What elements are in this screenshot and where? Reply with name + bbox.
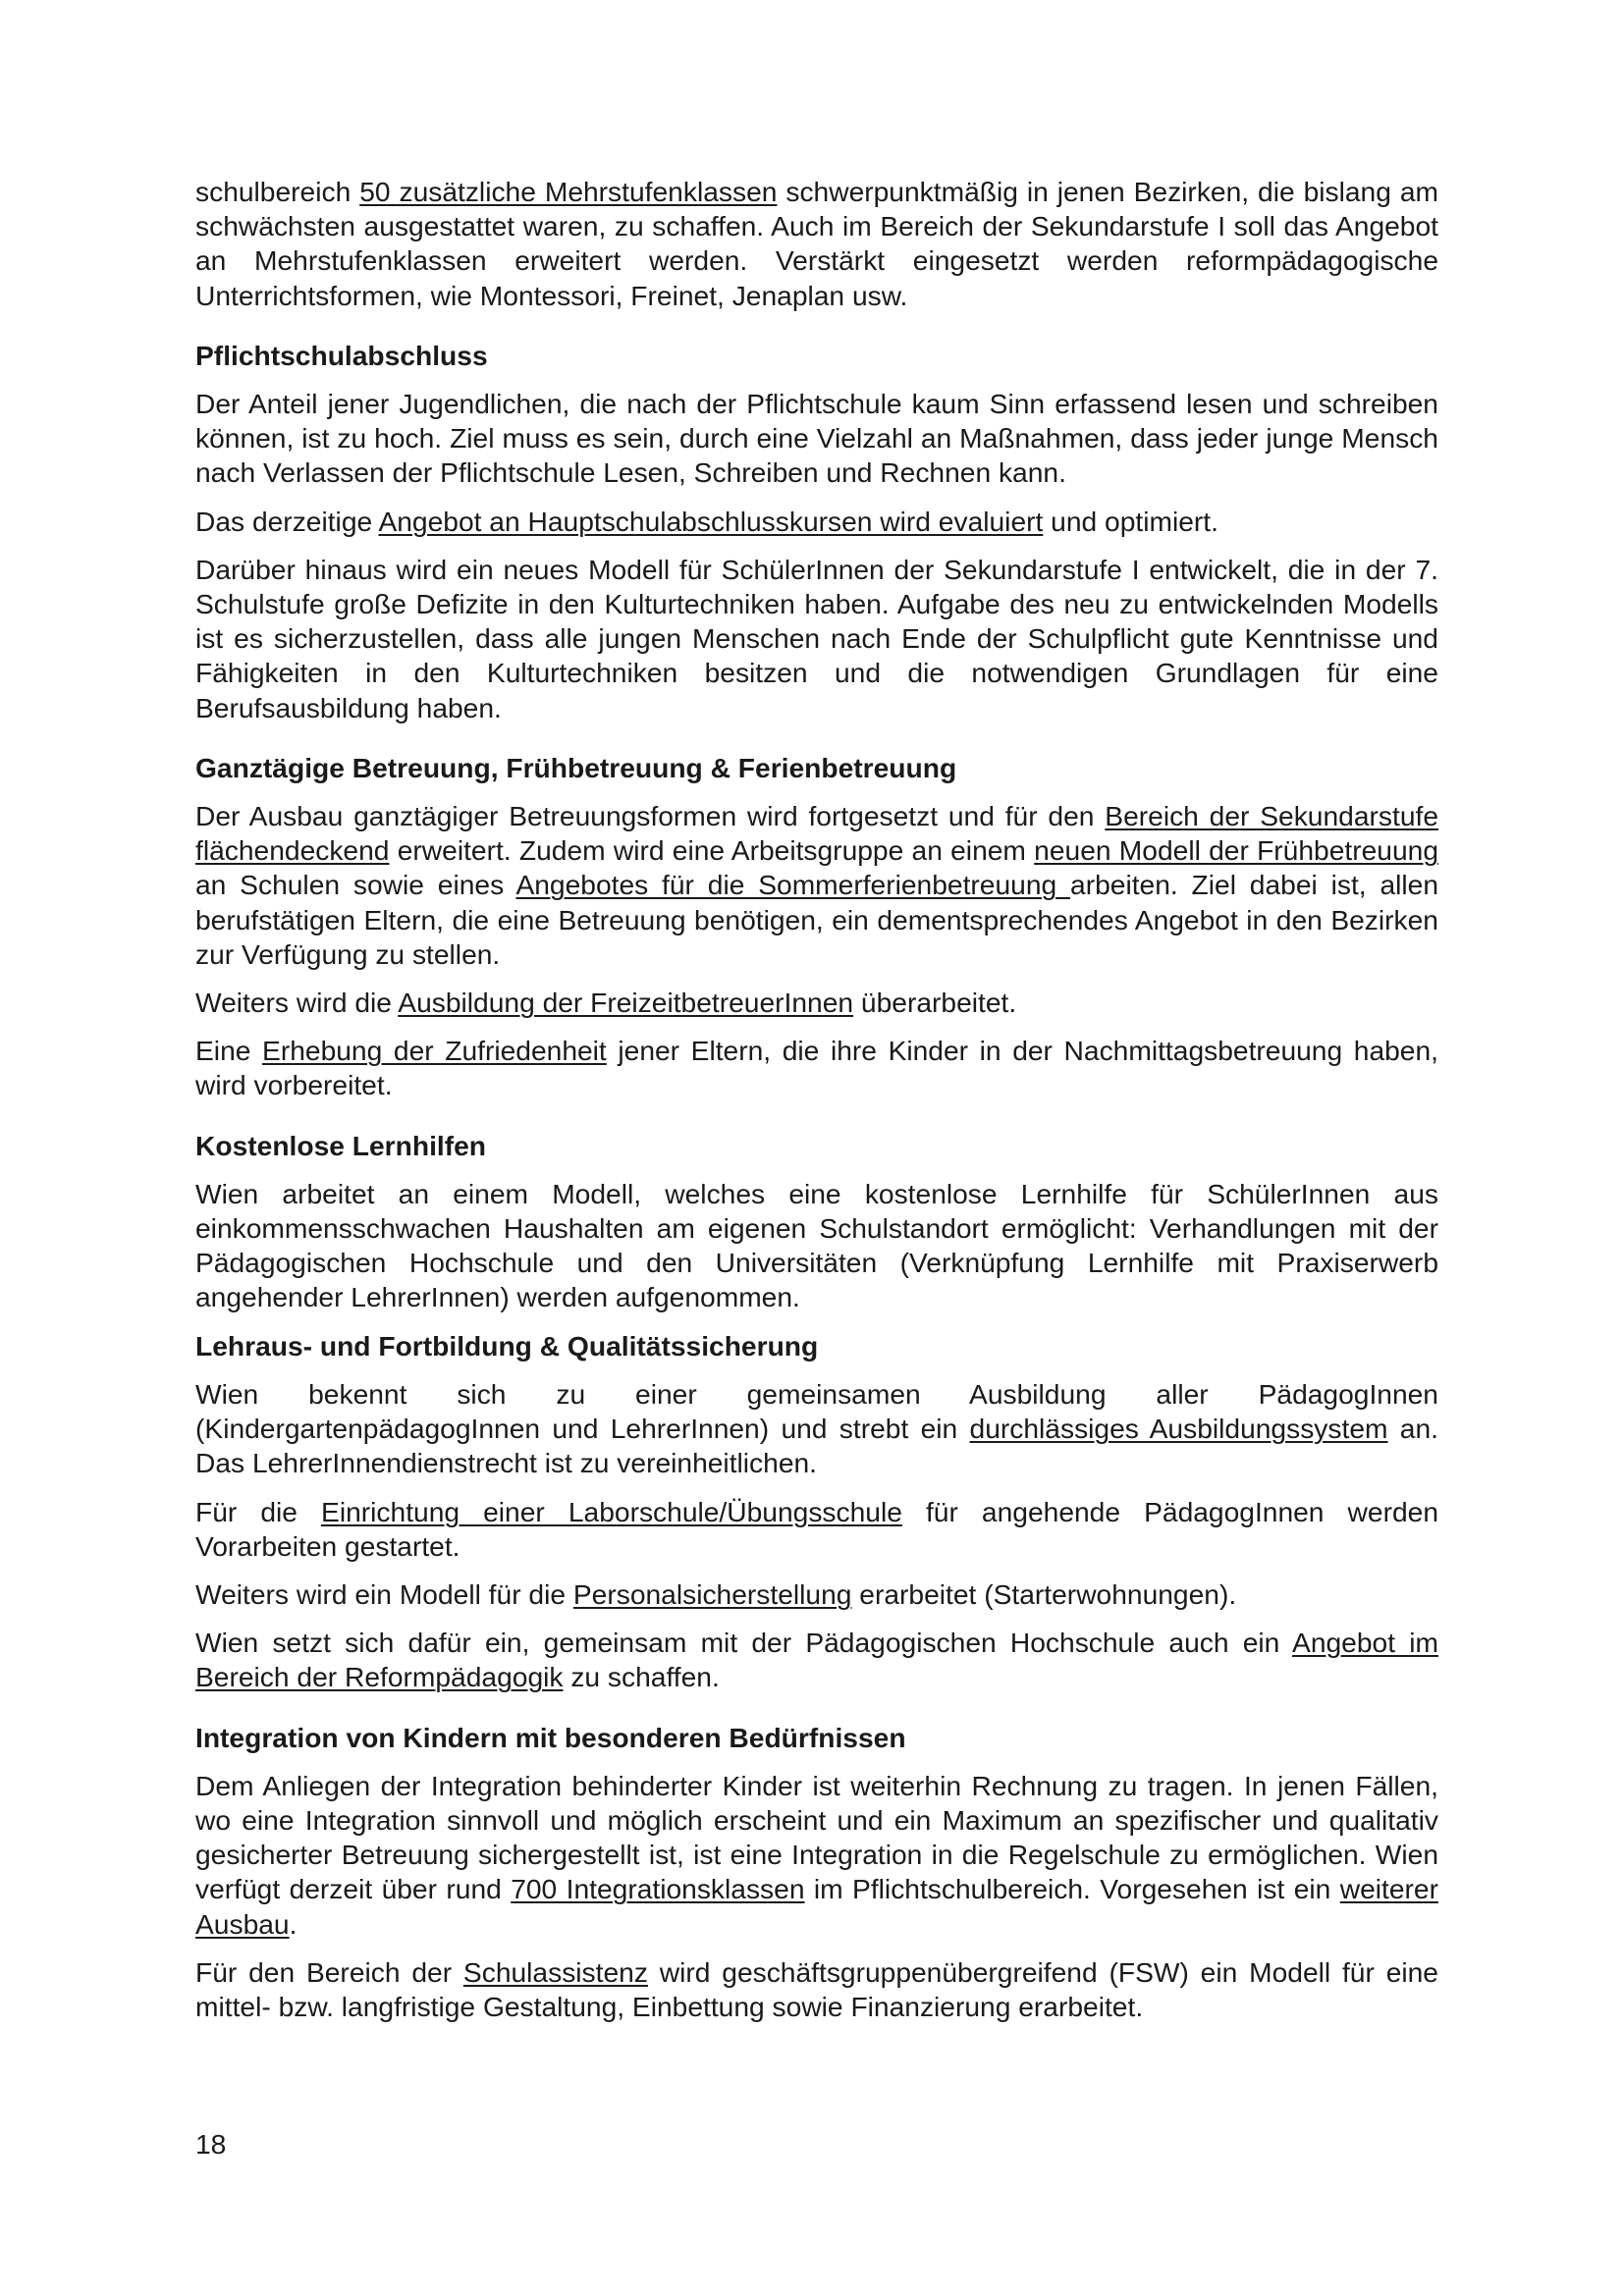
underlined-text: Bereich der Sekundarstufe flächendeckend [195, 800, 1439, 867]
text: wird geschäftsgruppenübergreifend (FSW) ein Modell für eine mittel- bzw. langfristige Gestaltung, Einbettung sowie Finanzierung erarbeitet. [195, 1955, 1438, 2022]
text: Wien bekennt sich zu einer gemeinsamen Ausbildung aller PädagogInnen (KindergartenpädagogInnen und LehrerInnen) und strebt ein [195, 1377, 1438, 1445]
paragraph-pflichtschule-3: Darüber hinaus wird ein neues Modell für SchülerInnen der Sekundarstufe I entwickelt, die in der 7. Schulstufe große Defizite in den Kulturtechniken haben. Aufgabe des neu zu entwickelnden Modells ist es sicherzustellen, dass alle jungen Menschen nach Ende der Schulpflicht gute Kenntnisse und Fähigkeiten in den Kulturtechniken besitzen und die notwendigen Grundlagen für eine Berufsausbildung haben. [195, 553, 1438, 723]
underlined-text: Einrichtung einer Laborschule/Übungsschule [321, 1495, 902, 1527]
text: Weiters wird ein Modell für die [195, 1577, 573, 1610]
paragraph-integration-1 [195, 1769, 1438, 1942]
heading-ganztaegige-betreuung: Ganztägige Betreuung, Frühbetreuung & Ferienbetreuung [195, 751, 957, 783]
page-number: 18 [195, 2128, 227, 2160]
paragraph-betreuung-3 [195, 1034, 1438, 1102]
text: . [289, 1907, 298, 1940]
text: überarbeitet. [853, 987, 1017, 1019]
text: Eine [195, 1035, 263, 1067]
underlined-text: weiterer Ausbau [195, 1873, 1438, 1940]
underlined-text: neuen Modell der Frühbetreuung [1034, 834, 1438, 867]
text: Der Ausbau ganztägiger Betreuungsformen wird fortgesetzt und für den [195, 800, 1106, 832]
text: jener Eltern, die ihre Kinder in der Nachmittagsbetreuung haben, wird vorbereitet. [195, 1035, 1438, 1101]
text: schwerpunktmäßig in jenen Bezirken, die bislang am schwächsten ausgestattet waren, zu schaffen. Auch im Bereich der Sekundarstufe I soll das Angebot an Mehrstufenklassen erweitert werden. Verstärkt eingesetzt werden reformpädagogische Unterrichtsformen, wie Montessori, Freinet, Jenaplan usw. [195, 176, 1438, 311]
paragraph-lehraus-1 [195, 1377, 1438, 1481]
underlined-text: Angebot im Bereich der Reformpädagogik [195, 1627, 1438, 1693]
text: Wien setzt sich dafür ein, gemeinsam mit der Pädagogischen Hochschule auch ein [195, 1627, 1293, 1659]
text: an. Das LehrerInnendienstrecht ist zu vereinheitlichen. [195, 1413, 1438, 1479]
underlined-text: Schulassistenz [462, 1955, 648, 1988]
underlined-text: Angebot an Hauptschulabschlusskursen wird evaluiert [378, 505, 1044, 537]
text: zu schaffen. [563, 1661, 720, 1693]
underlined-text: Erhebung der Zufriedenheit [262, 1035, 607, 1067]
paragraph-pflichtschule-2 [195, 505, 1438, 539]
text: und optimiert. [1043, 505, 1218, 537]
text: für angehende PädagogInnen werden Vorarbeiten gestartet. [195, 1495, 1438, 1562]
paragraph-integration-2 [195, 1955, 1438, 2024]
text: erweitert. Zudem wird eine Arbeitsgruppe an einem [389, 834, 1035, 867]
underlined-text: Personalsicherstellung [572, 1577, 852, 1610]
underlined-text: Angebotes für die Sommerferienbetreuung [515, 869, 1071, 901]
paragraph-lernhilfen-1: Wien arbeitet an einem Modell, welches eine kostenlose Lernhilfe für SchülerInnen aus einkommensschwachen Haushalten am eigenen Schulstandort ermöglicht: Verhandlungen mit der Pädagogischen Hochschule und den Universitäten (Verknüpfung Lernhilfe mit Praxiserwerb angehender LehrerInnen) werden aufgenommen. [195, 1177, 1438, 1313]
text: erarbeitet (Starterwohnungen). [851, 1577, 1237, 1610]
text: arbeiten. Ziel dabei ist, allen berufstätigen Eltern, die eine Betreuung benötigen, ein dementsprechendes Angebot in den Bezirken zur Verfügung zu stellen. [195, 869, 1439, 970]
text: im Pflichtschulbereich. Vorgesehen ist ein [804, 1873, 1340, 1905]
heading-integration: Integration von Kindern mit besonderen Bedürfnissen [195, 1721, 906, 1753]
text: Für den Bereich der [195, 1955, 463, 1988]
heading-kostenlose-lernhilfen: Kostenlose Lernhilfen [195, 1129, 487, 1161]
paragraph-betreuung-1 [195, 799, 1438, 972]
document-page [195, 175, 1438, 2024]
underlined-text: 700 Integrationsklassen [511, 1873, 805, 1905]
heading-lehraus-fortbildung: Lehraus- und Fortbildung & Qualitätssicherung [195, 1329, 819, 1362]
paragraph-lehraus-4 [195, 1626, 1438, 1694]
paragraph-pflichtschule-1: Der Anteil jener Jugendlichen, die nach der Pflichtschule kaum Sinn erfassend lesen und schreiben können, ist zu hoch. Ziel muss es sein, durch eine Vielzahl an Maßnahmen, dass jeder junge Mensch nach Verlassen der Pflichtschule Lesen, Schreiben und Rechnen kann. [195, 388, 1438, 489]
text: schulbereich [195, 176, 360, 207]
text: Weiters wird die [195, 987, 399, 1019]
underlined-text: 50 zusätzliche Mehrstufenklassen [359, 176, 778, 207]
underlined-text: Ausbildung der FreizeitbetreuerInnen [398, 987, 854, 1019]
text: Dem Anliegen der Integration behinderter Kinder ist weiterhin Rechnung zu tragen. In jenen Fällen, wo eine Integration sinnvoll und möglich erscheint und ein Maximum an spezifischer und qualitativ gesicherter Betreuung sichergestellt ist, ist eine Integration in die Regelschule zu ermöglichen. Wien verfügt derzeit über rund [195, 1769, 1438, 1905]
paragraph-betreuung-2 [195, 986, 1438, 1020]
paragraph-lehraus-2 [195, 1495, 1438, 1564]
text: an Schulen sowie eines [195, 869, 516, 901]
text: Für die [195, 1495, 322, 1527]
paragraph-mehrstufenklassen [195, 175, 1438, 313]
underlined-text: durchlässiges Ausbildungssystem [969, 1413, 1388, 1445]
text: Das derzeitige [195, 505, 379, 537]
paragraph-lehraus-3 [195, 1577, 1438, 1612]
heading-pflichtschulabschluss: Pflichtschulabschluss [195, 339, 488, 371]
